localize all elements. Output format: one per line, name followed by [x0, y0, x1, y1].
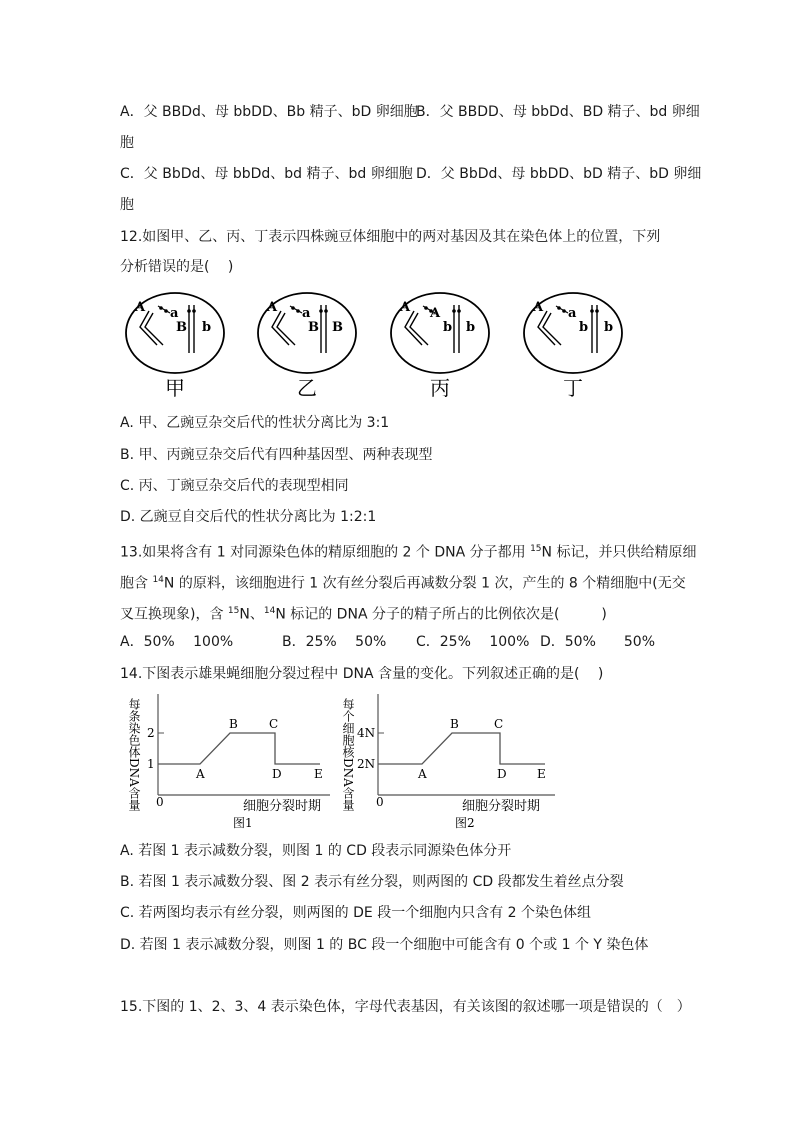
data-line [378, 733, 545, 764]
y-tick-2: 2 [147, 726, 155, 740]
q14-option-b: B. 若图 1 表示减数分裂、图 2 表示有丝分裂，则两图的 CD 段都发生着丝点分裂 [120, 874, 624, 890]
q14-stem: 14.下图表示雄果蝇细胞分裂过程中 DNA 含量的变化。下列叙述正确的是( ) [120, 666, 604, 682]
gene-label: A [135, 300, 146, 315]
q11-option-b: B．父 BBDD、母 bbDd、BD 精子、bd 卵细 [416, 104, 700, 120]
chromosome-bent [538, 311, 561, 345]
figure-caption: 图2 [455, 816, 475, 830]
q14-option-a: A. 若图 1 表示减数分裂，则图 1 的 CD 段表示同源染色体分开 [120, 843, 512, 859]
figure-caption: 图1 [233, 816, 253, 830]
origin: 0 [156, 795, 164, 809]
gene-label: a [568, 306, 577, 321]
gene-label: b [604, 320, 614, 335]
q12-option-a: A. 甲、乙豌豆杂交后代的性状分离比为 3:1 [120, 415, 390, 431]
q11-option-a: A．父 BBDd、母 bbDD、Bb 精子、bD 卵细胞 [120, 104, 418, 120]
cell-yi [258, 293, 356, 373]
point-b: B [229, 717, 238, 731]
data-line [158, 733, 320, 764]
q13-option-b: B．25% 50% [282, 634, 387, 650]
q12-stem-line2: 分析错误的是( ) [120, 259, 234, 275]
gene-label: b [443, 320, 453, 335]
gene-label: b [579, 320, 589, 335]
q12-option-c: C. 丙、丁豌豆杂交后代的表现型相同 [120, 478, 349, 494]
q14-option-d: D. 若图 1 表示减数分裂，则图 1 的 BC 段一个细胞中可能含有 0 个或 1 个 Y 染色体 [120, 937, 649, 953]
y-tick-4n: 4N [357, 726, 376, 740]
y-tick-2n: 2N [357, 757, 376, 771]
x-axis-label: 细胞分裂时期 [243, 799, 322, 814]
y-axis-label: 每个细胞核DNA含量 [341, 698, 355, 811]
q15-stem: 15.下图的 1、2、3、4 表示染色体，字母代表基因，有关该图的叙述哪一项是错误的（ ） [120, 999, 691, 1015]
q13-option-d: D．50% 50% [540, 634, 656, 650]
q12-option-b: B. 甲、丙豌豆杂交后代有四种基因型、两种表现型 [120, 447, 433, 463]
gene-label: A [430, 306, 441, 321]
x-axis-label: 细胞分裂时期 [462, 799, 541, 814]
gene-label: b [202, 320, 212, 335]
gene-label: B [176, 320, 187, 335]
point-c: C [269, 717, 279, 731]
gene-label: a [302, 306, 311, 321]
q13-stem-line3: 叉互换现象)，含 $^{15}$N、$^{14}$N 标记的 DNA 分子的精子所占的比例依次是( ) [120, 606, 607, 623]
chromosome-bent [140, 311, 163, 345]
point-a: A [418, 767, 427, 781]
point-b: B [450, 717, 459, 731]
q13-option-a: A．50% 100% [120, 634, 234, 650]
point-a: A [196, 767, 205, 781]
q13-stem-line1: 13.如果将含有 1 对同源染色体的精原细胞的 2 个 DNA 分子都用 $^{15}$N 标记，并只供给精原细 [120, 544, 697, 561]
gene-label: b [466, 320, 476, 335]
q11-option-b-wrap: 胞 [120, 135, 134, 151]
gene-label: A [267, 300, 278, 315]
q13-stem-line2: 胞含 $^{14}$N 的原料，该细胞进行 1 次有丝分裂后再减数分裂 1 次，产生的 8 个精细胞中(无交 [120, 575, 686, 592]
gene-label: a [170, 306, 179, 321]
y-axis-label: 每条染色体DNA含量 [127, 698, 141, 811]
q13-option-c: C．25% 100% [416, 634, 530, 650]
figure-1 [127, 694, 330, 830]
chromosome-bent [272, 311, 295, 345]
origin: 0 [376, 795, 384, 809]
point-d: D [497, 767, 507, 781]
q11-option-d: D．父 BbDd、母 bbDD、bD 精子、bD 卵细 [416, 166, 702, 182]
gene-label: B [332, 320, 343, 335]
cell-caption: 丙 [430, 376, 450, 400]
cell-diagrams [0, 290, 794, 405]
cell-ding [524, 293, 622, 373]
q12-stem-line1: 12.如图甲、乙、丙、丁表示四株豌豆体细胞中的两对基因及其在染色体上的位置，下列 [120, 229, 661, 245]
q11-option-c: C．父 BbDd、母 bbDd、bd 精子、bd 卵细胞 [120, 166, 413, 182]
y-tick-1: 1 [147, 757, 155, 771]
point-e: E [537, 767, 546, 781]
q11-option-d-wrap: 胞 [120, 197, 134, 213]
q14-option-c: C. 若两图均表示有丝分裂，则两图的 DE 段一个细胞内只含有 2 个染色体组 [120, 905, 592, 921]
cell-jia [126, 293, 224, 373]
gene-label: B [308, 320, 319, 335]
cell-caption: 丁 [563, 376, 583, 400]
cell-bing [391, 293, 489, 373]
gene-label: A [400, 300, 411, 315]
q14-figures [0, 690, 794, 840]
figure-2 [341, 694, 555, 830]
point-c: C [494, 717, 504, 731]
point-d: D [272, 767, 282, 781]
cell-caption: 甲 [165, 376, 185, 400]
point-e: E [314, 767, 323, 781]
cell-caption: 乙 [297, 376, 317, 400]
gene-label: A [533, 300, 544, 315]
q12-option-d: D. 乙豌豆自交后代的性状分离比为 1:2:1 [120, 509, 377, 525]
chromosome-bent [405, 311, 428, 345]
